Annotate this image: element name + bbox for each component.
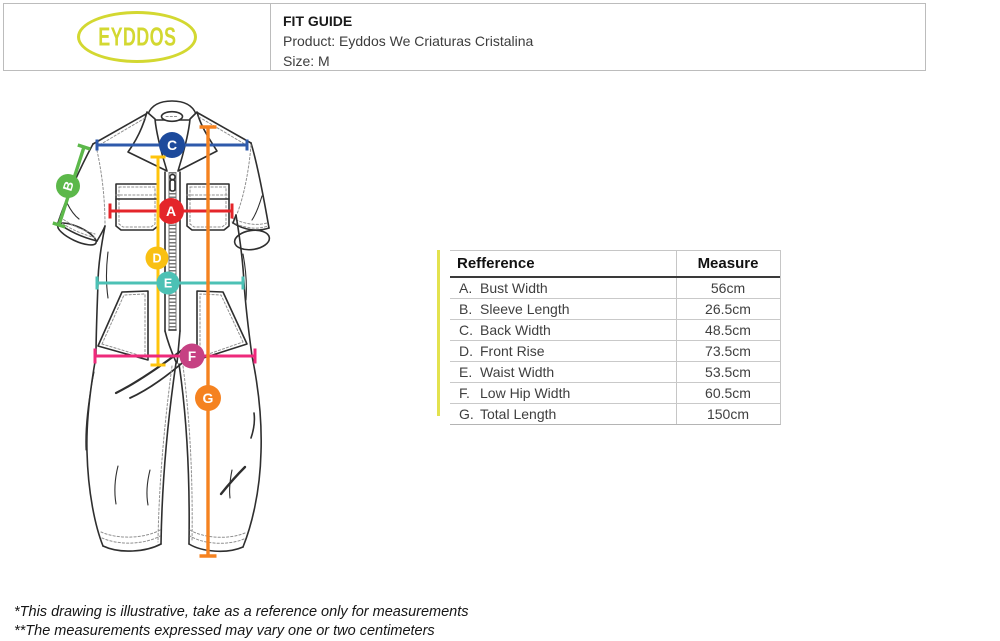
reference-letter: A. bbox=[459, 280, 473, 296]
marker-letter-F: F bbox=[187, 348, 197, 364]
reference-label: Total Length bbox=[480, 406, 557, 422]
marker-C bbox=[97, 132, 247, 158]
marker-letter-E: E bbox=[163, 276, 173, 291]
footnotes bbox=[14, 603, 469, 641]
spec-table bbox=[450, 250, 781, 425]
marker-letter-D: D bbox=[152, 251, 162, 266]
measure-cell: 48.5cm bbox=[705, 322, 751, 338]
table-row bbox=[450, 362, 780, 383]
spec-table-header bbox=[450, 251, 780, 278]
reference-letter: C. bbox=[459, 322, 473, 338]
table-row bbox=[450, 404, 780, 424]
measure-cell: 56cm bbox=[710, 280, 746, 296]
footnote-2: **The measurements expressed may vary one or two centimeters bbox=[14, 623, 435, 639]
reference-cell bbox=[450, 341, 677, 361]
reference-label: Front Rise bbox=[480, 343, 545, 359]
product-line: Product: Eyddos We Criaturas Cristalina bbox=[283, 33, 534, 49]
reference-cell bbox=[450, 383, 677, 403]
reference-cell bbox=[450, 320, 677, 340]
size-line: Size: M bbox=[283, 53, 330, 69]
reference-label: Back Width bbox=[480, 322, 551, 338]
marker-letter-A: A bbox=[165, 203, 177, 220]
reference-letter: E. bbox=[459, 364, 473, 380]
footnote-1: *This drawing is illustrative, take as a reference only for measurements bbox=[14, 604, 469, 620]
accent-bar bbox=[437, 250, 440, 416]
reference-letter: B. bbox=[459, 301, 473, 317]
table-row bbox=[450, 383, 780, 404]
reference-letter: D. bbox=[459, 343, 473, 359]
measure-cell: 26.5cm bbox=[705, 301, 751, 317]
table-row bbox=[450, 278, 780, 299]
marker-E bbox=[97, 272, 243, 295]
table-row bbox=[450, 299, 780, 320]
measure-column-header: Measure bbox=[697, 255, 759, 272]
measure-cell: 60.5cm bbox=[705, 385, 751, 401]
measure-cell: 53.5cm bbox=[705, 364, 751, 380]
reference-letter: G. bbox=[459, 406, 474, 422]
measure-cell: 150cm bbox=[706, 406, 750, 422]
reference-label: Waist Width bbox=[480, 364, 555, 380]
reference-label: Bust Width bbox=[480, 280, 548, 296]
measure-cell: 73.5cm bbox=[705, 343, 751, 359]
page-title: FIT GUIDE bbox=[283, 13, 353, 29]
marker-letter-C: C bbox=[166, 137, 178, 154]
reference-cell bbox=[450, 404, 677, 424]
spec-table-body bbox=[450, 278, 780, 424]
garment-drawing bbox=[55, 101, 271, 551]
reference-column-header: Refference bbox=[450, 251, 677, 276]
marker-letter-G: G bbox=[202, 390, 214, 407]
logo-text: EYDDOS bbox=[97, 21, 177, 52]
reference-cell bbox=[450, 362, 677, 382]
reference-label: Sleeve Length bbox=[480, 301, 570, 317]
reference-cell bbox=[450, 299, 677, 319]
table-row bbox=[450, 320, 780, 341]
marker-B bbox=[53, 145, 90, 227]
reference-label: Low Hip Width bbox=[480, 385, 571, 401]
marker-letter-B: B bbox=[59, 179, 77, 193]
reference-letter: F. bbox=[459, 385, 470, 401]
reference-cell bbox=[450, 278, 677, 298]
table-row bbox=[450, 341, 780, 362]
